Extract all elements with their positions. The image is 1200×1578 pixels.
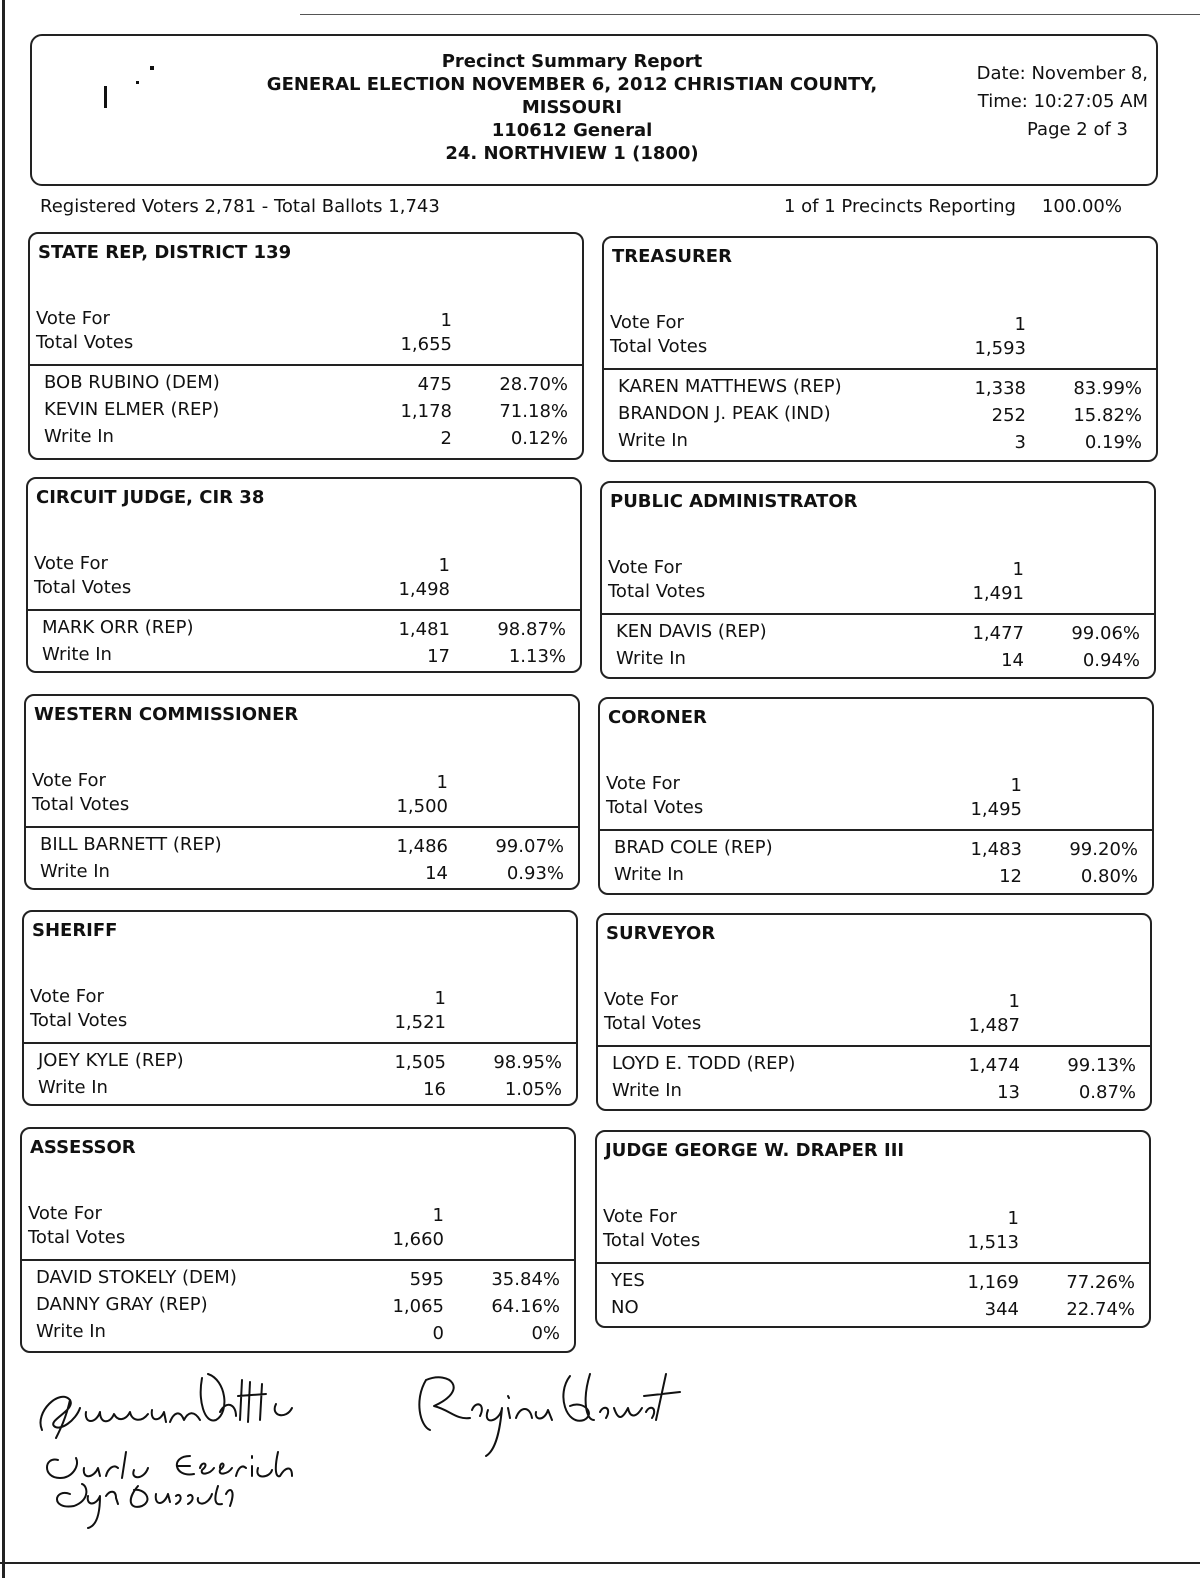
reporting-percent: 100.00% bbox=[1041, 196, 1122, 217]
voter-summary: Registered Voters 2,781 - Total Ballots 1,743 bbox=[40, 196, 440, 217]
election-name: GENERAL ELECTION NOVEMBER 6, 2012 CHRISTIAN COUNTY, bbox=[266, 74, 878, 95]
report-meta bbox=[948, 60, 1148, 144]
candidate-name: KEN DAVIS (REP) bbox=[616, 621, 767, 642]
signature-2 bbox=[419, 1374, 680, 1456]
candidate-percent: 71.18% bbox=[499, 401, 568, 422]
vote-for-label: Vote For bbox=[608, 557, 682, 578]
contest-box bbox=[600, 481, 1156, 679]
candidate-votes: 1,486 bbox=[396, 836, 448, 857]
contest-box bbox=[26, 477, 582, 673]
vote-for-label: Vote For bbox=[28, 1203, 102, 1224]
total-votes-value: 1,655 bbox=[400, 334, 452, 355]
candidate-name: Write In bbox=[618, 430, 688, 451]
candidate-votes: 1,481 bbox=[398, 619, 450, 640]
vote-for-value: 1 bbox=[432, 1205, 444, 1226]
signature-3 bbox=[47, 1452, 292, 1478]
candidate-percent: 0.93% bbox=[506, 863, 564, 884]
contest-divider bbox=[22, 1259, 574, 1261]
candidate-votes: 475 bbox=[417, 374, 452, 395]
candidate-percent: 64.16% bbox=[491, 1296, 560, 1317]
candidate-votes: 14 bbox=[425, 863, 448, 884]
vote-for-label: Vote For bbox=[610, 312, 684, 333]
vote-for-label: Vote For bbox=[603, 1206, 677, 1227]
vote-for-label: Vote For bbox=[36, 308, 110, 329]
candidate-votes: 1,338 bbox=[974, 378, 1026, 399]
candidate-percent: 15.82% bbox=[1073, 405, 1142, 426]
candidate-votes: 252 bbox=[991, 405, 1026, 426]
candidate-percent: 35.84% bbox=[491, 1269, 560, 1290]
candidate-name: BRANDON J. PEAK (IND) bbox=[618, 403, 831, 424]
contest-title: CORONER bbox=[608, 707, 707, 728]
contest-box bbox=[598, 697, 1154, 895]
report-header bbox=[30, 34, 1158, 186]
candidate-name: MARK ORR (REP) bbox=[42, 617, 194, 638]
vote-for-value: 1 bbox=[1007, 1208, 1019, 1229]
candidate-percent: 99.07% bbox=[495, 836, 564, 857]
contest-divider bbox=[602, 613, 1154, 615]
total-votes-label: Total Votes bbox=[36, 332, 134, 353]
candidate-votes: 3 bbox=[1014, 432, 1026, 453]
candidate-name: Write In bbox=[42, 644, 112, 665]
precincts-reporting bbox=[784, 196, 1122, 217]
candidate-name: Write In bbox=[44, 426, 114, 447]
contest-title: STATE REP, DISTRICT 139 bbox=[38, 242, 292, 263]
election-code: 110612 General bbox=[491, 120, 653, 141]
candidate-name: NO bbox=[611, 1297, 639, 1318]
total-votes-label: Total Votes bbox=[34, 577, 132, 598]
scan-speck bbox=[150, 66, 154, 70]
candidate-percent: 22.74% bbox=[1066, 1299, 1135, 1320]
candidate-percent: 0% bbox=[531, 1323, 560, 1344]
candidate-name: Write In bbox=[614, 864, 684, 885]
contest-divider bbox=[24, 1042, 576, 1044]
candidate-votes: 1,169 bbox=[967, 1272, 1019, 1293]
candidate-name: DANNY GRAY (REP) bbox=[36, 1294, 208, 1315]
vote-for-value: 1 bbox=[434, 988, 446, 1009]
candidate-percent: 99.13% bbox=[1067, 1055, 1136, 1076]
total-votes-value: 1,521 bbox=[394, 1012, 446, 1033]
total-votes-label: Total Votes bbox=[604, 1013, 702, 1034]
contest-box bbox=[602, 236, 1158, 462]
contest-title: SHERIFF bbox=[32, 920, 118, 941]
contest-divider bbox=[600, 829, 1152, 831]
candidate-percent: 0.87% bbox=[1078, 1082, 1136, 1103]
candidate-percent: 98.95% bbox=[493, 1052, 562, 1073]
candidate-percent: 83.99% bbox=[1073, 378, 1142, 399]
candidate-percent: 0.12% bbox=[510, 428, 568, 449]
candidate-votes: 1,065 bbox=[392, 1296, 444, 1317]
candidate-votes: 13 bbox=[997, 1082, 1020, 1103]
candidate-name: KAREN MATTHEWS (REP) bbox=[618, 376, 842, 397]
contest-divider bbox=[28, 609, 580, 611]
vote-for-label: Vote For bbox=[34, 553, 108, 574]
election-state: MISSOURI bbox=[521, 97, 623, 118]
total-votes-value: 1,593 bbox=[974, 338, 1026, 359]
candidate-name: BRAD COLE (REP) bbox=[614, 837, 773, 858]
report-date: Date: November 8, bbox=[976, 63, 1148, 84]
contest-box bbox=[596, 913, 1152, 1111]
contest-divider bbox=[30, 364, 582, 366]
contest-title: PUBLIC ADMINISTRATOR bbox=[610, 491, 858, 512]
candidate-percent: 0.94% bbox=[1082, 650, 1140, 671]
candidate-name: LOYD E. TODD (REP) bbox=[612, 1053, 796, 1074]
contest-box bbox=[20, 1127, 576, 1353]
candidate-name: BILL BARNETT (REP) bbox=[40, 834, 222, 855]
total-votes-value: 1,660 bbox=[392, 1229, 444, 1250]
candidate-votes: 0 bbox=[432, 1323, 444, 1344]
candidate-votes: 1,477 bbox=[972, 623, 1024, 644]
vote-for-value: 1 bbox=[1008, 991, 1020, 1012]
vote-for-value: 1 bbox=[440, 310, 452, 331]
candidate-name: Write In bbox=[616, 648, 686, 669]
total-votes-label: Total Votes bbox=[28, 1227, 126, 1248]
report-title-block bbox=[202, 50, 942, 165]
vote-for-value: 1 bbox=[1010, 775, 1022, 796]
candidate-name: BOB RUBINO (DEM) bbox=[44, 372, 220, 393]
total-votes-label: Total Votes bbox=[30, 1010, 128, 1031]
total-votes-value: 1,498 bbox=[398, 579, 450, 600]
candidate-votes: 344 bbox=[984, 1299, 1019, 1320]
total-votes-value: 1,500 bbox=[396, 796, 448, 817]
page-number: Page 2 of 3 bbox=[1027, 119, 1128, 140]
total-votes-label: Total Votes bbox=[603, 1230, 701, 1251]
total-votes-value: 1,487 bbox=[968, 1015, 1020, 1036]
candidate-name: KEVIN ELMER (REP) bbox=[44, 399, 220, 420]
contest-divider bbox=[597, 1262, 1149, 1264]
vote-for-label: Vote For bbox=[32, 770, 106, 791]
candidate-percent: 0.19% bbox=[1084, 432, 1142, 453]
candidate-percent: 77.26% bbox=[1066, 1272, 1135, 1293]
vote-for-label: Vote For bbox=[30, 986, 104, 1007]
signature-4 bbox=[57, 1484, 233, 1528]
candidate-votes: 1,483 bbox=[970, 839, 1022, 860]
contest-title: CIRCUIT JUDGE, CIR 38 bbox=[36, 487, 265, 508]
scan-speck bbox=[136, 81, 139, 84]
report-title: Precinct Summary Report bbox=[441, 51, 703, 72]
vote-for-value: 1 bbox=[1014, 314, 1026, 335]
contest-title: TREASURER bbox=[612, 246, 732, 267]
candidate-percent: 28.70% bbox=[499, 374, 568, 395]
contest-divider bbox=[26, 826, 578, 828]
candidate-name: JOEY KYLE (REP) bbox=[38, 1050, 184, 1071]
contest-title: ASSESSOR bbox=[30, 1137, 136, 1158]
candidate-votes: 1,474 bbox=[968, 1055, 1020, 1076]
candidate-name: Write In bbox=[40, 861, 110, 882]
contest-divider bbox=[598, 1045, 1150, 1047]
candidate-name: DAVID STOKELY (DEM) bbox=[36, 1267, 237, 1288]
page-bottom-rule bbox=[0, 1562, 1200, 1564]
signature-1 bbox=[40, 1374, 292, 1438]
candidate-votes: 16 bbox=[423, 1079, 446, 1100]
candidate-name: Write In bbox=[36, 1321, 106, 1342]
scan-speck bbox=[104, 86, 107, 108]
total-votes-value: 1,491 bbox=[972, 583, 1024, 604]
candidate-name: Write In bbox=[612, 1080, 682, 1101]
contest-box bbox=[28, 232, 584, 460]
contest-box bbox=[24, 694, 580, 890]
report-time: Time: 10:27:05 AM bbox=[977, 91, 1148, 112]
vote-for-value: 1 bbox=[438, 555, 450, 576]
contest-box bbox=[595, 1130, 1151, 1328]
candidate-percent: 1.05% bbox=[504, 1079, 562, 1100]
candidate-name: YES bbox=[611, 1270, 645, 1291]
total-votes-label: Total Votes bbox=[608, 581, 706, 602]
candidate-percent: 98.87% bbox=[497, 619, 566, 640]
contest-title: WESTERN COMMISSIONER bbox=[34, 704, 299, 725]
candidate-percent: 0.80% bbox=[1080, 866, 1138, 887]
total-votes-label: Total Votes bbox=[606, 797, 704, 818]
total-votes-value: 1,495 bbox=[970, 799, 1022, 820]
contest-title: JUDGE GEORGE W. DRAPER III bbox=[605, 1140, 905, 1161]
total-votes-label: Total Votes bbox=[32, 794, 130, 815]
page-edge bbox=[2, 0, 5, 1578]
total-votes-value: 1,513 bbox=[967, 1232, 1019, 1253]
contest-title: SURVEYOR bbox=[606, 923, 716, 944]
candidate-votes: 17 bbox=[427, 646, 450, 667]
candidate-percent: 99.06% bbox=[1071, 623, 1140, 644]
candidate-votes: 1,505 bbox=[394, 1052, 446, 1073]
total-votes-label: Total Votes bbox=[610, 336, 708, 357]
candidate-votes: 1,178 bbox=[400, 401, 452, 422]
vote-for-value: 1 bbox=[436, 772, 448, 793]
contest-divider bbox=[604, 368, 1156, 370]
contest-box bbox=[22, 910, 578, 1106]
precinct-name: 24. NORTHVIEW 1 (1800) bbox=[445, 143, 699, 164]
vote-for-value: 1 bbox=[1012, 559, 1024, 580]
candidate-votes: 2 bbox=[440, 428, 452, 449]
candidate-votes: 595 bbox=[409, 1269, 444, 1290]
candidate-percent: 1.13% bbox=[508, 646, 566, 667]
candidate-name: Write In bbox=[38, 1077, 108, 1098]
candidate-votes: 14 bbox=[1001, 650, 1024, 671]
candidate-votes: 12 bbox=[999, 866, 1022, 887]
page-top-rule bbox=[300, 14, 1200, 15]
candidate-percent: 99.20% bbox=[1069, 839, 1138, 860]
vote-for-label: Vote For bbox=[606, 773, 680, 794]
vote-for-label: Vote For bbox=[604, 989, 678, 1010]
signatures bbox=[30, 1360, 690, 1530]
reporting-label: 1 of 1 Precincts Reporting bbox=[784, 196, 1016, 217]
